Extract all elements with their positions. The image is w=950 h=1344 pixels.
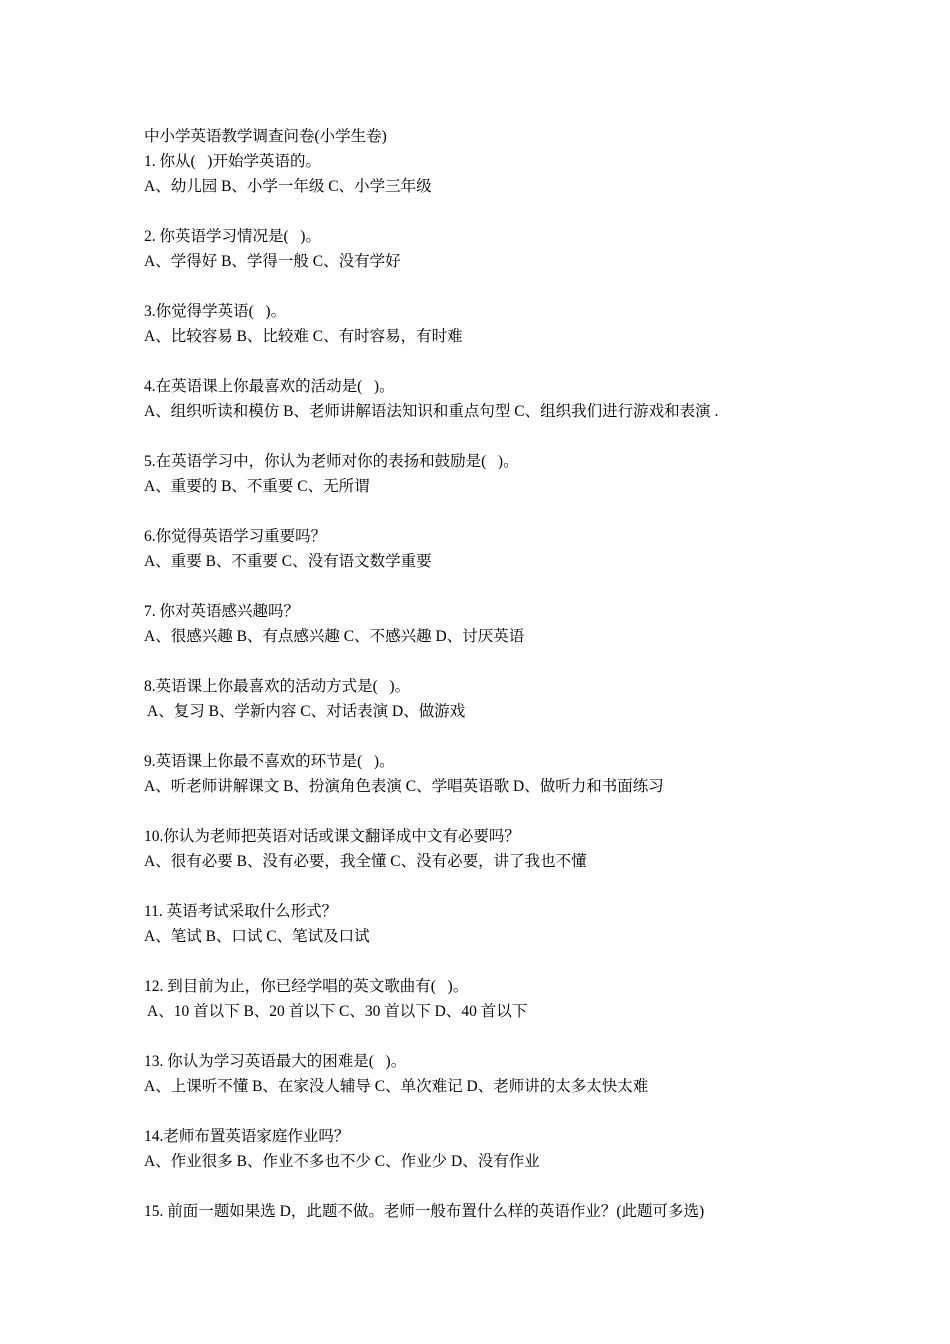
question-text: 9.英语课上你最不喜欢的环节是( )。 [144, 753, 395, 770]
question-10 [144, 824, 884, 874]
question-text: 11. 英语考试采取什么形式？ [144, 903, 338, 920]
question-5 [144, 449, 884, 499]
question-text: 13. 你认为学习英语最大的困难是( )。 [144, 1053, 407, 1070]
question-options: A、学得好 B、学得一般 C、没有学好 [144, 253, 401, 270]
question-options: A、重要 B、不重要 C、没有语文数学重要 [144, 553, 432, 570]
question-options: A、幼儿园 B、小学一年级 C、小学三年级 [144, 178, 432, 195]
question-options: A、很感兴趣 B、有点感兴趣 C、不感兴趣 D、讨厌英语 [144, 628, 525, 645]
question-options: A、上课听不懂 B、在家没人辅导 C、单次难记 D、老师讲的太多太快太难 [144, 1078, 649, 1095]
question-2 [144, 224, 884, 274]
question-6 [144, 524, 884, 574]
question-options: A、作业很多 B、作业不多也不少 C、作业少 D、没有作业 [144, 1153, 540, 1170]
question-options: A、重要的 B、不重要 C、无所谓 [144, 478, 370, 495]
question-text: 8.英语课上你最喜欢的活动方式是( )。 [144, 678, 411, 695]
question-12 [144, 974, 884, 1024]
question-14 [144, 1124, 884, 1174]
document-title: 中小学英语教学调查问卷(小学生卷) [144, 128, 387, 145]
question-15 [144, 1199, 884, 1224]
question-options: A、10 首以下 B、20 首以下 C、30 首以下 D、40 首以下 [144, 1003, 528, 1020]
question-text: 6.你觉得英语学习重要吗？ [144, 528, 327, 545]
question-options: A、很有必要 B、没有必要，我全懂 C、没有必要，讲了我也不懂 [144, 853, 587, 870]
question-3 [144, 299, 884, 349]
question-9 [144, 749, 884, 799]
question-text: 1. 你从( )开始学英语的。 [144, 153, 321, 170]
question-text: 10.你认为老师把英语对话或课文翻译成中文有必要吗？ [144, 828, 520, 845]
question-text: 14.老师布置英语家庭作业吗？ [144, 1128, 350, 1145]
questionnaire-page [144, 124, 884, 1224]
question-options: A、笔试 B、口试 C、笔试及口试 [144, 928, 370, 945]
question-options: A、组织听读和模仿 B、老师讲解语法知识和重点句型 C、组织我们进行游戏和表演 . [144, 403, 719, 420]
question-text: 4.在英语课上你最喜欢的活动是( )。 [144, 378, 395, 395]
question-7 [144, 599, 884, 649]
question-text: 7. 你对英语感兴趣吗？ [144, 603, 300, 620]
question-13 [144, 1049, 884, 1099]
question-text: 12. 到目前为止，你已经学唱的英文歌曲有( )。 [144, 978, 469, 995]
question-options: A、比较容易 B、比较难 C、有时容易，有时难 [144, 328, 463, 345]
question-options: A、听老师讲解课文 B、扮演角色表演 C、学唱英语歌 D、做听力和书面练习 [144, 778, 664, 795]
question-text: 3.你觉得学英语( )。 [144, 303, 287, 320]
question-text: 15. 前面一题如果选 D，此题不做。老师一般布置什么样的英语作业？(此题可多选) [144, 1203, 705, 1220]
question-8 [144, 674, 884, 724]
question-11 [144, 899, 884, 949]
question-1 [144, 149, 884, 199]
question-text: 5.在英语学习中，你认为老师对你的表扬和鼓励是( )。 [144, 453, 519, 470]
question-options: A、复习 B、学新内容 C、对话表演 D、做游戏 [144, 703, 466, 720]
question-text: 2. 你英语学习情况是( )。 [144, 228, 321, 245]
question-4 [144, 374, 884, 424]
